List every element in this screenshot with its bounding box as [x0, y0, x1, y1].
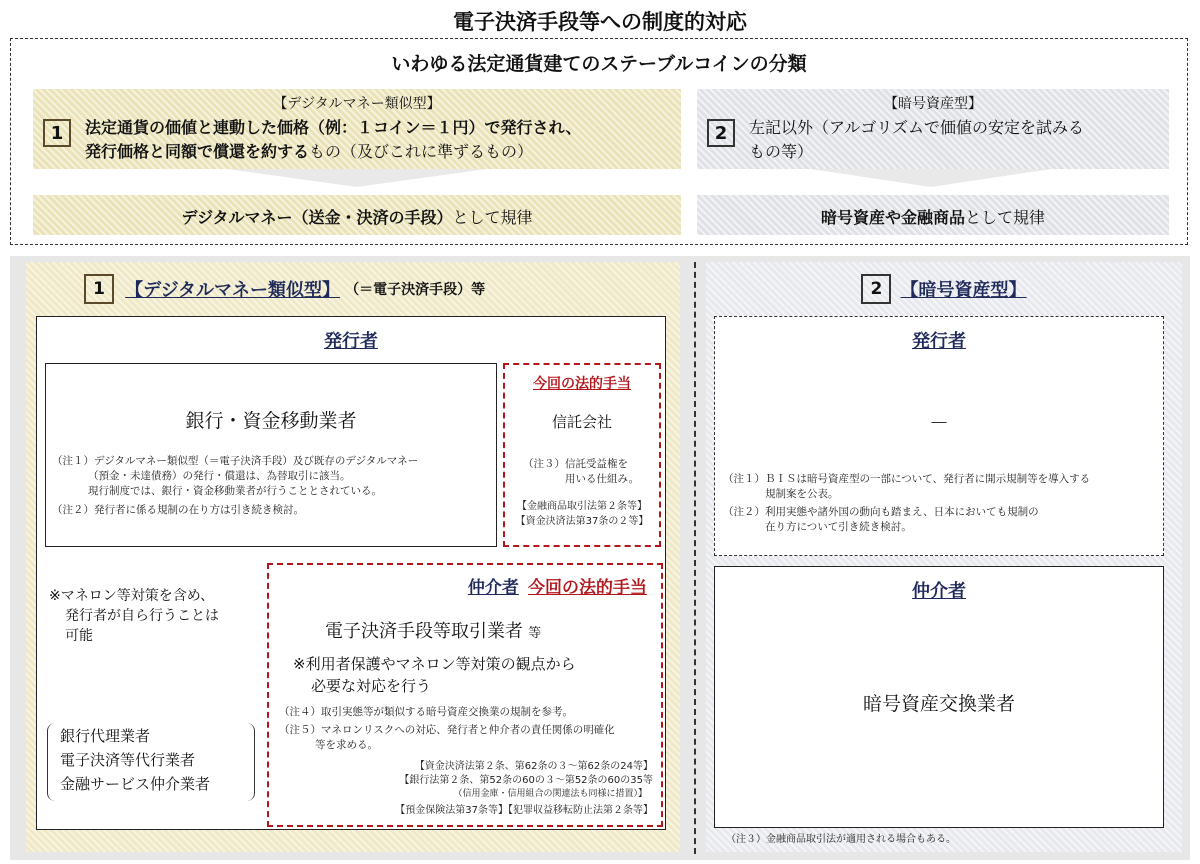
- left-title-sub: （＝電子決済手段）等: [345, 282, 486, 298]
- dealer-note-5b: 等を求める。: [315, 739, 378, 751]
- intermediary-label: 仲介者: [467, 578, 519, 598]
- right-number: 2: [870, 279, 883, 299]
- type1-desc-line1: 法定通貨の価値と連動した価格（例：１コイン＝１円）で発行され、: [85, 118, 582, 137]
- type1-desc-bold: 発行価格と同額で償還を約する: [85, 142, 310, 161]
- agent-item-2: 電子決済等代行業者: [60, 751, 196, 769]
- dealer-law-1: 【資金決済法第２条、第62条の３～第62条の24等】: [414, 761, 653, 772]
- right-issuer-note-4: 在り方について引き続き検討。: [765, 521, 912, 533]
- right-intermediary-box: [714, 566, 1164, 828]
- bank-note-3: 現行制度では、銀行・資金移動業者が行うこととされている。: [88, 485, 382, 497]
- trust-legal-label: 今回の法的手当: [533, 376, 631, 392]
- type1-number-badge: [43, 119, 71, 147]
- type1-box: [33, 89, 681, 169]
- right-number-badge: [861, 274, 891, 304]
- type1-name: 【デジタルマネー類似型】: [273, 96, 441, 112]
- exchange-title: 暗号資産交換業者: [862, 693, 1015, 715]
- dealer-law-4: 【預金保険法第37条等】【犯罪収益移転防止法第２条等】: [395, 805, 653, 816]
- type1-regulation-rest: として規律: [452, 208, 533, 227]
- type2-regulation-bold: 暗号資産や金融商品: [820, 208, 965, 227]
- left-panel: [26, 262, 680, 852]
- agent-item-1: 銀行代理業者: [60, 727, 151, 745]
- type1-desc-line2: [85, 139, 533, 162]
- dealer-title-row: [325, 617, 541, 643]
- trust-note-2: 用いる仕組み。: [565, 473, 640, 485]
- agents-bracket: [47, 723, 255, 801]
- right-intermediary-label: 仲介者: [912, 581, 966, 602]
- intermediary-legal-label: 今回の法的手当: [528, 578, 647, 598]
- aml-note-2: 発行者が自ら行うことは: [65, 608, 219, 624]
- right-footnote: （注３）金融商品取引法が適用される場合もある。: [726, 834, 956, 845]
- type2-desc-line2: もの等）: [749, 142, 814, 161]
- type2-number: 2: [714, 122, 728, 144]
- type1-arrow: [227, 169, 487, 187]
- left-issuer-frame: [36, 316, 666, 830]
- left-issuer-label: 発行者: [324, 331, 378, 352]
- type1-regulation-box: [33, 195, 681, 235]
- right-panel: [706, 262, 1182, 852]
- aml-note-1: ※マネロン等対策を含め、: [49, 588, 215, 604]
- type2-number-badge: [707, 119, 735, 147]
- trust-note-1: （注３）信託受益権を: [523, 458, 628, 470]
- type1-desc-rest: もの（及びこれに準ずるもの）: [309, 142, 534, 161]
- dealer-note-5: （注５）マネロンリスクへの対応、発行者と仲介者の責任関係の明確化: [279, 724, 615, 736]
- left-number: 1: [93, 279, 105, 299]
- type1-regulation-bold: デジタルマネー（送金・決済の手段）: [181, 208, 453, 227]
- intermediary-header: [468, 573, 647, 598]
- right-issuer-box: [714, 316, 1164, 556]
- dealer-note-line2: 必要な対応を行う: [311, 677, 432, 695]
- dealer-suffix: 等: [528, 626, 542, 641]
- trust-law-1: 【金融商品取引法第２条等】: [517, 501, 647, 512]
- type1-number: 1: [50, 122, 64, 144]
- aml-note-3: 可能: [65, 628, 93, 644]
- dealer-title: 電子決済手段等取引業者: [325, 621, 523, 642]
- right-panel-title: [706, 274, 1182, 304]
- classification-heading: いわゆる法定通貨建てのステーブルコインの分類: [391, 53, 807, 75]
- intermediary-box: [267, 563, 663, 827]
- type1-regulation: [33, 205, 681, 228]
- page-title: 電子決済手段等への制度的対応: [453, 10, 747, 34]
- trust-law-2: 【資金決済法第37条の２等】: [515, 516, 649, 527]
- right-issuer-note-2: 規制案を公表。: [765, 488, 839, 500]
- dealer-note-4: （注４）取引実態等が類似する暗号資産交換業の規制を参考。: [279, 706, 573, 718]
- type2-regulation-box: [697, 195, 1169, 235]
- bank-note-4: （注２）発行者に係る規制の在り方は引き続き検討。: [52, 504, 304, 516]
- right-issuer-note-1: （注１）ＢＩＳは暗号資産型の一部について、発行者に開示規制等を導入する: [723, 473, 1091, 485]
- type2-desc-line1: 左記以外（アルゴリズムで価値の安定を試みる: [749, 118, 1085, 137]
- type2-regulation: [697, 205, 1169, 228]
- bank-box: [45, 363, 497, 547]
- agent-item-3: 金融サービス仲介業者: [60, 775, 211, 793]
- left-panel-title: [84, 274, 485, 304]
- bank-note-1: （注１）デジタルマネー類似型（＝電子決済手段）及び既存のデジタルマネー: [52, 455, 419, 467]
- classification-panel: [10, 38, 1188, 245]
- trust-box: [503, 363, 661, 547]
- bank-note-2: （預金・未達債務）の発行・償還は、為替取引に該当。: [88, 470, 351, 482]
- type2-regulation-rest: として規律: [965, 208, 1046, 227]
- type2-box: [697, 89, 1169, 169]
- trust-title: 信託会社: [551, 413, 612, 431]
- left-title: 【デジタルマネー類似型】: [125, 280, 341, 301]
- right-title: 【暗号資産型】: [900, 280, 1027, 301]
- type2-name: 【暗号資産型】: [884, 96, 982, 112]
- dealer-law-2: 【銀行法第２条、第52条の60の３～第52条の60の35等: [399, 775, 653, 786]
- right-issuer-note-3: （注２）利用実態や諸外国の動向も踏まえ、日本においても規制の: [723, 506, 1039, 518]
- bank-title: 銀行・資金移動業者: [185, 410, 357, 432]
- dealer-law-3: （信用金庫・信用組合の関連法も同様に措置）】: [453, 789, 647, 799]
- type2-arrow: [811, 169, 1051, 187]
- dealer-note-line1: ※利用者保護やマネロン等対策の観点から: [293, 655, 576, 673]
- column-divider: [694, 262, 696, 854]
- right-issuer-value: －: [929, 411, 949, 435]
- left-number-badge: [84, 274, 114, 304]
- right-issuer-label: 発行者: [912, 331, 966, 352]
